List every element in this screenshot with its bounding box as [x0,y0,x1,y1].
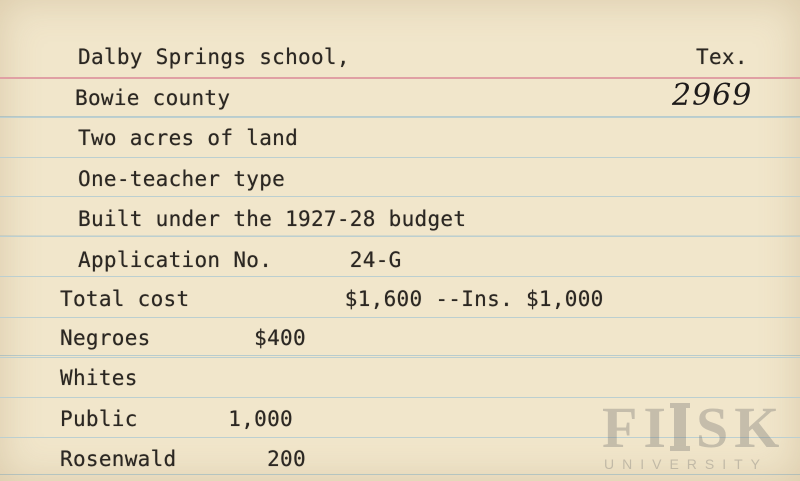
line-school-name: Dalby Springs school, [78,45,350,69]
fisk-university-logo [600,395,790,475]
state-label: Tex. [696,45,748,69]
handwritten-number: 2969 [672,78,753,113]
svg-text:FI: FI [602,395,672,460]
line-county: Bowie county [75,86,231,110]
line-whites: Whites [60,366,138,390]
line-application: Application No. 24-G [78,248,402,272]
svg-text:SK: SK [696,395,786,460]
line-public: Public 1,000 [60,407,293,431]
svg-text:UNIVERSITY: UNIVERSITY [604,456,769,472]
line-total-cost: Total cost $1,600 --Ins. $1,000 [60,287,604,311]
line-land: Two acres of land [78,126,299,150]
line-negroes: Negroes $400 [60,326,306,350]
line-rosenwald: Rosenwald 200 [60,447,306,471]
line-budget: Built under the 1927-28 budget [78,207,467,231]
line-type: One-teacher type [78,167,286,191]
